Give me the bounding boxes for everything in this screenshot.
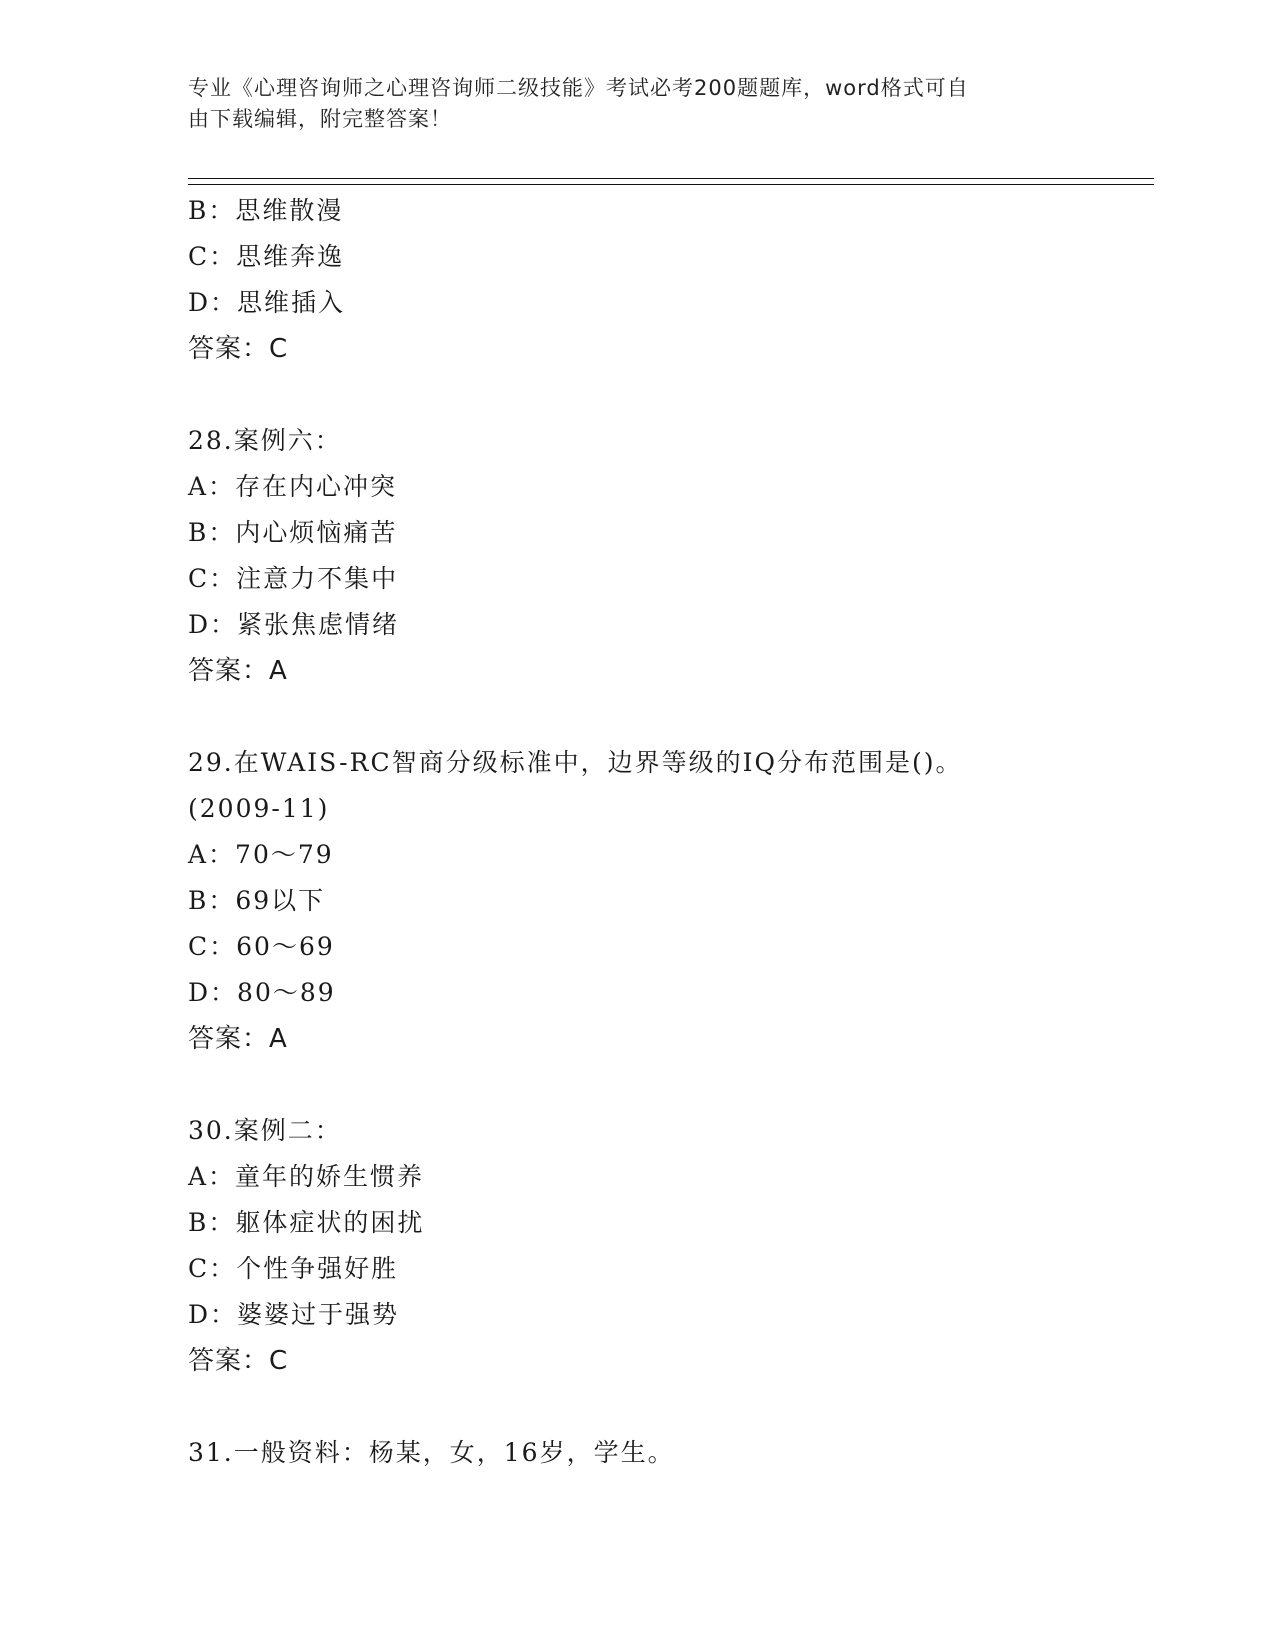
option-a: A：童年的娇生惯养 xyxy=(188,1162,425,1191)
option-c: C：注意力不集中 xyxy=(188,564,399,593)
option-b: B：思维散漫 xyxy=(188,196,344,225)
question-30 xyxy=(188,1108,1148,1384)
answer: 答案：C xyxy=(188,334,289,364)
option-d: D：紧张焦虑情绪 xyxy=(188,610,400,639)
option-b: B：69以下 xyxy=(188,886,326,915)
question-31 xyxy=(188,1430,1148,1476)
option-d: D：婆婆过于强势 xyxy=(188,1300,400,1329)
option-d: D：80～89 xyxy=(188,978,336,1007)
answer: 答案：A xyxy=(188,1024,288,1054)
question-stem-continued: (2009-11) xyxy=(188,794,330,823)
option-b: B：内心烦恼痛苦 xyxy=(188,518,398,547)
question-list xyxy=(188,188,1148,1476)
option-a: A：存在内心冲突 xyxy=(188,472,398,501)
option-a: A：70～79 xyxy=(188,840,334,869)
option-c: C：60～69 xyxy=(188,932,335,961)
option-c: C：思维奔逸 xyxy=(188,242,345,271)
question-stem: 30.案例二： xyxy=(188,1116,342,1145)
question-29 xyxy=(188,740,1148,1062)
header-line-1: 专业《心理咨询师之心理咨询师二级技能》考试必考200题题库，word格式可自 xyxy=(188,76,969,100)
option-b: B：躯体症状的困扰 xyxy=(188,1208,425,1237)
question-28 xyxy=(188,418,1148,694)
question-27-tail xyxy=(188,188,1148,372)
option-d: D：思维插入 xyxy=(188,288,346,317)
question-stem: 29.在WAIS-RC智商分级标准中，边界等级的IQ分布范围是()。 xyxy=(188,748,963,777)
question-stem: 31.一般资料：杨某，女，16岁，学生。 xyxy=(188,1438,675,1467)
question-stem: 28.案例六： xyxy=(188,426,342,455)
header-double-rule xyxy=(188,178,1154,185)
answer: 答案：C xyxy=(188,1346,289,1376)
document-header xyxy=(188,73,1088,135)
header-line-2: 由下载编辑，附完整答案！ xyxy=(188,107,452,131)
option-c: C：个性争强好胜 xyxy=(188,1254,399,1283)
answer: 答案：A xyxy=(188,656,288,686)
